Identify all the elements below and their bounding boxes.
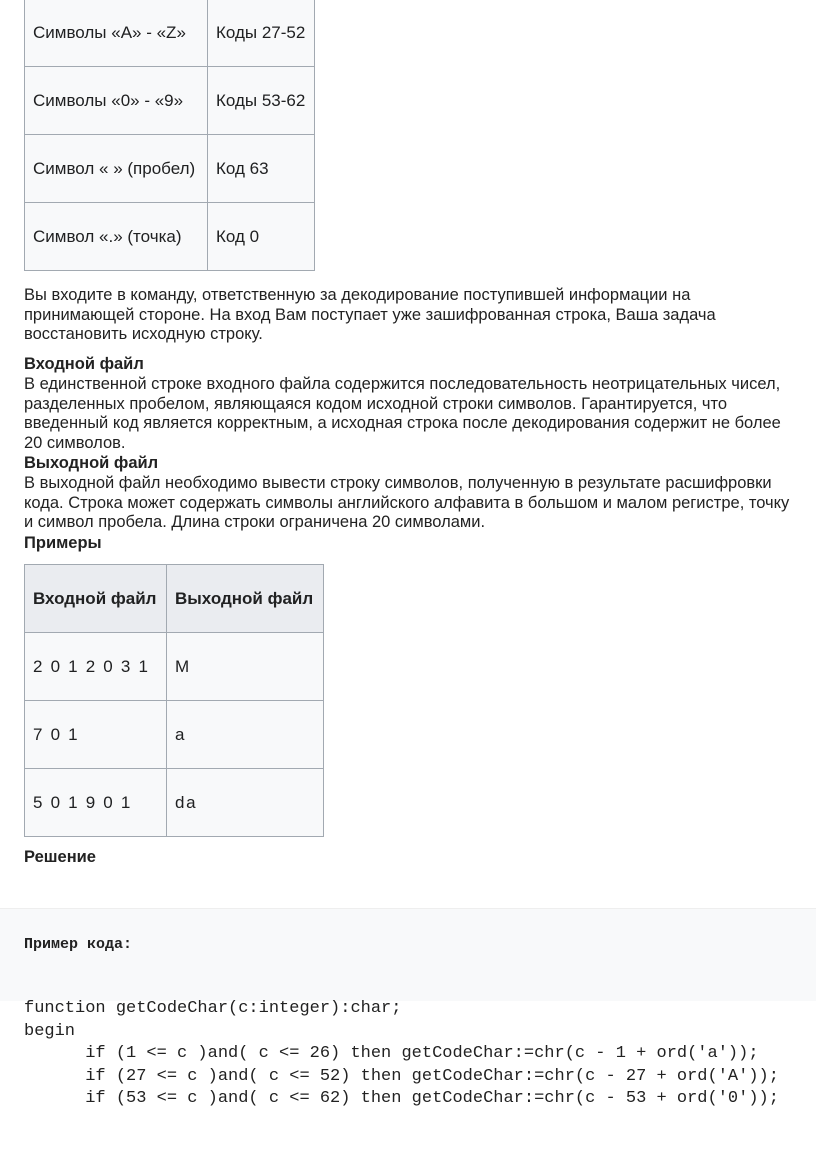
- table-cell: 5 0 1 9 0 1: [25, 769, 167, 837]
- table-cell: 2 0 1 2 0 3 1: [25, 633, 167, 701]
- column-header: Входной файл: [25, 565, 167, 633]
- table-cell: Код 0: [208, 203, 315, 271]
- code-line: begin: [24, 1021, 76, 1041]
- input-heading: Входной файл: [24, 355, 144, 373]
- code-line: if (1 <= c )and( c <= 26) then getCodeChar:=chr(c - 1 + ord('a'));: [24, 1044, 759, 1064]
- table-cell: M: [167, 633, 324, 701]
- table-cell: Символ «.» (точка): [25, 203, 208, 271]
- table-row: [25, 67, 315, 135]
- code-block: [24, 998, 779, 1111]
- table-cell: Символ « » (пробел): [25, 135, 208, 203]
- table-cell: da: [167, 769, 324, 837]
- code-label-box: [0, 908, 816, 1001]
- table-row: [25, 135, 315, 203]
- code-line: if (27 <= c )and( c <= 52) then getCodeChar:=chr(c - 27 + ord('A'));: [24, 1066, 779, 1086]
- examples-heading: Примеры: [24, 534, 102, 552]
- output-heading: Выходной файл: [24, 454, 159, 472]
- input-description: В единственной строке входного файла содержится последовательность неотрицательных чисел, разделенных пробелом, являющаяся кодом исходной строки символов. Гарантируется, что введенный код является корректным, а исходная строка после декодирования содержит не более 20 символов.: [24, 375, 781, 452]
- intro-paragraph: Вы входите в команду, ответственную за декодирование поступившей информации на принимающей стороне. На вход Вам поступает уже зашифрованная строка, Ваша задача восстановить исходную строку.: [24, 286, 716, 344]
- table-cell: a: [167, 701, 324, 769]
- table-cell: Код 63: [208, 135, 315, 203]
- codes-table: [24, 0, 315, 271]
- table-cell: 7 0 1: [25, 701, 167, 769]
- examples-table: [24, 564, 324, 837]
- table-row: [25, 0, 315, 67]
- solution-heading: Решение: [24, 848, 96, 866]
- output-description: В выходной файл необходимо вывести строку символов, полученную в результате расшифровки кода. Строка может содержать символы английского алфавита в большом и малом регистре, точку и символ пробела. Длина строки ограничена 20 символами.: [24, 474, 790, 532]
- table-row: [25, 203, 315, 271]
- table-header-row: [25, 565, 324, 633]
- table-cell: Коды 53-62: [208, 67, 315, 135]
- table-row: [25, 633, 324, 701]
- column-header: Выходной файл: [167, 565, 324, 633]
- table-cell: Коды 27-52: [208, 0, 315, 67]
- table-cell: Символы «0» - «9»: [25, 67, 208, 135]
- table-row: [25, 769, 324, 837]
- code-label: Пример кода:: [24, 936, 133, 953]
- code-line: if (53 <= c )and( c <= 62) then getCodeChar:=chr(c - 53 + ord('0'));: [24, 1089, 779, 1109]
- table-row: [25, 701, 324, 769]
- code-line: function getCodeChar(c:integer):char;: [24, 999, 402, 1018]
- table-cell: Символы «A» - «Z»: [25, 0, 208, 67]
